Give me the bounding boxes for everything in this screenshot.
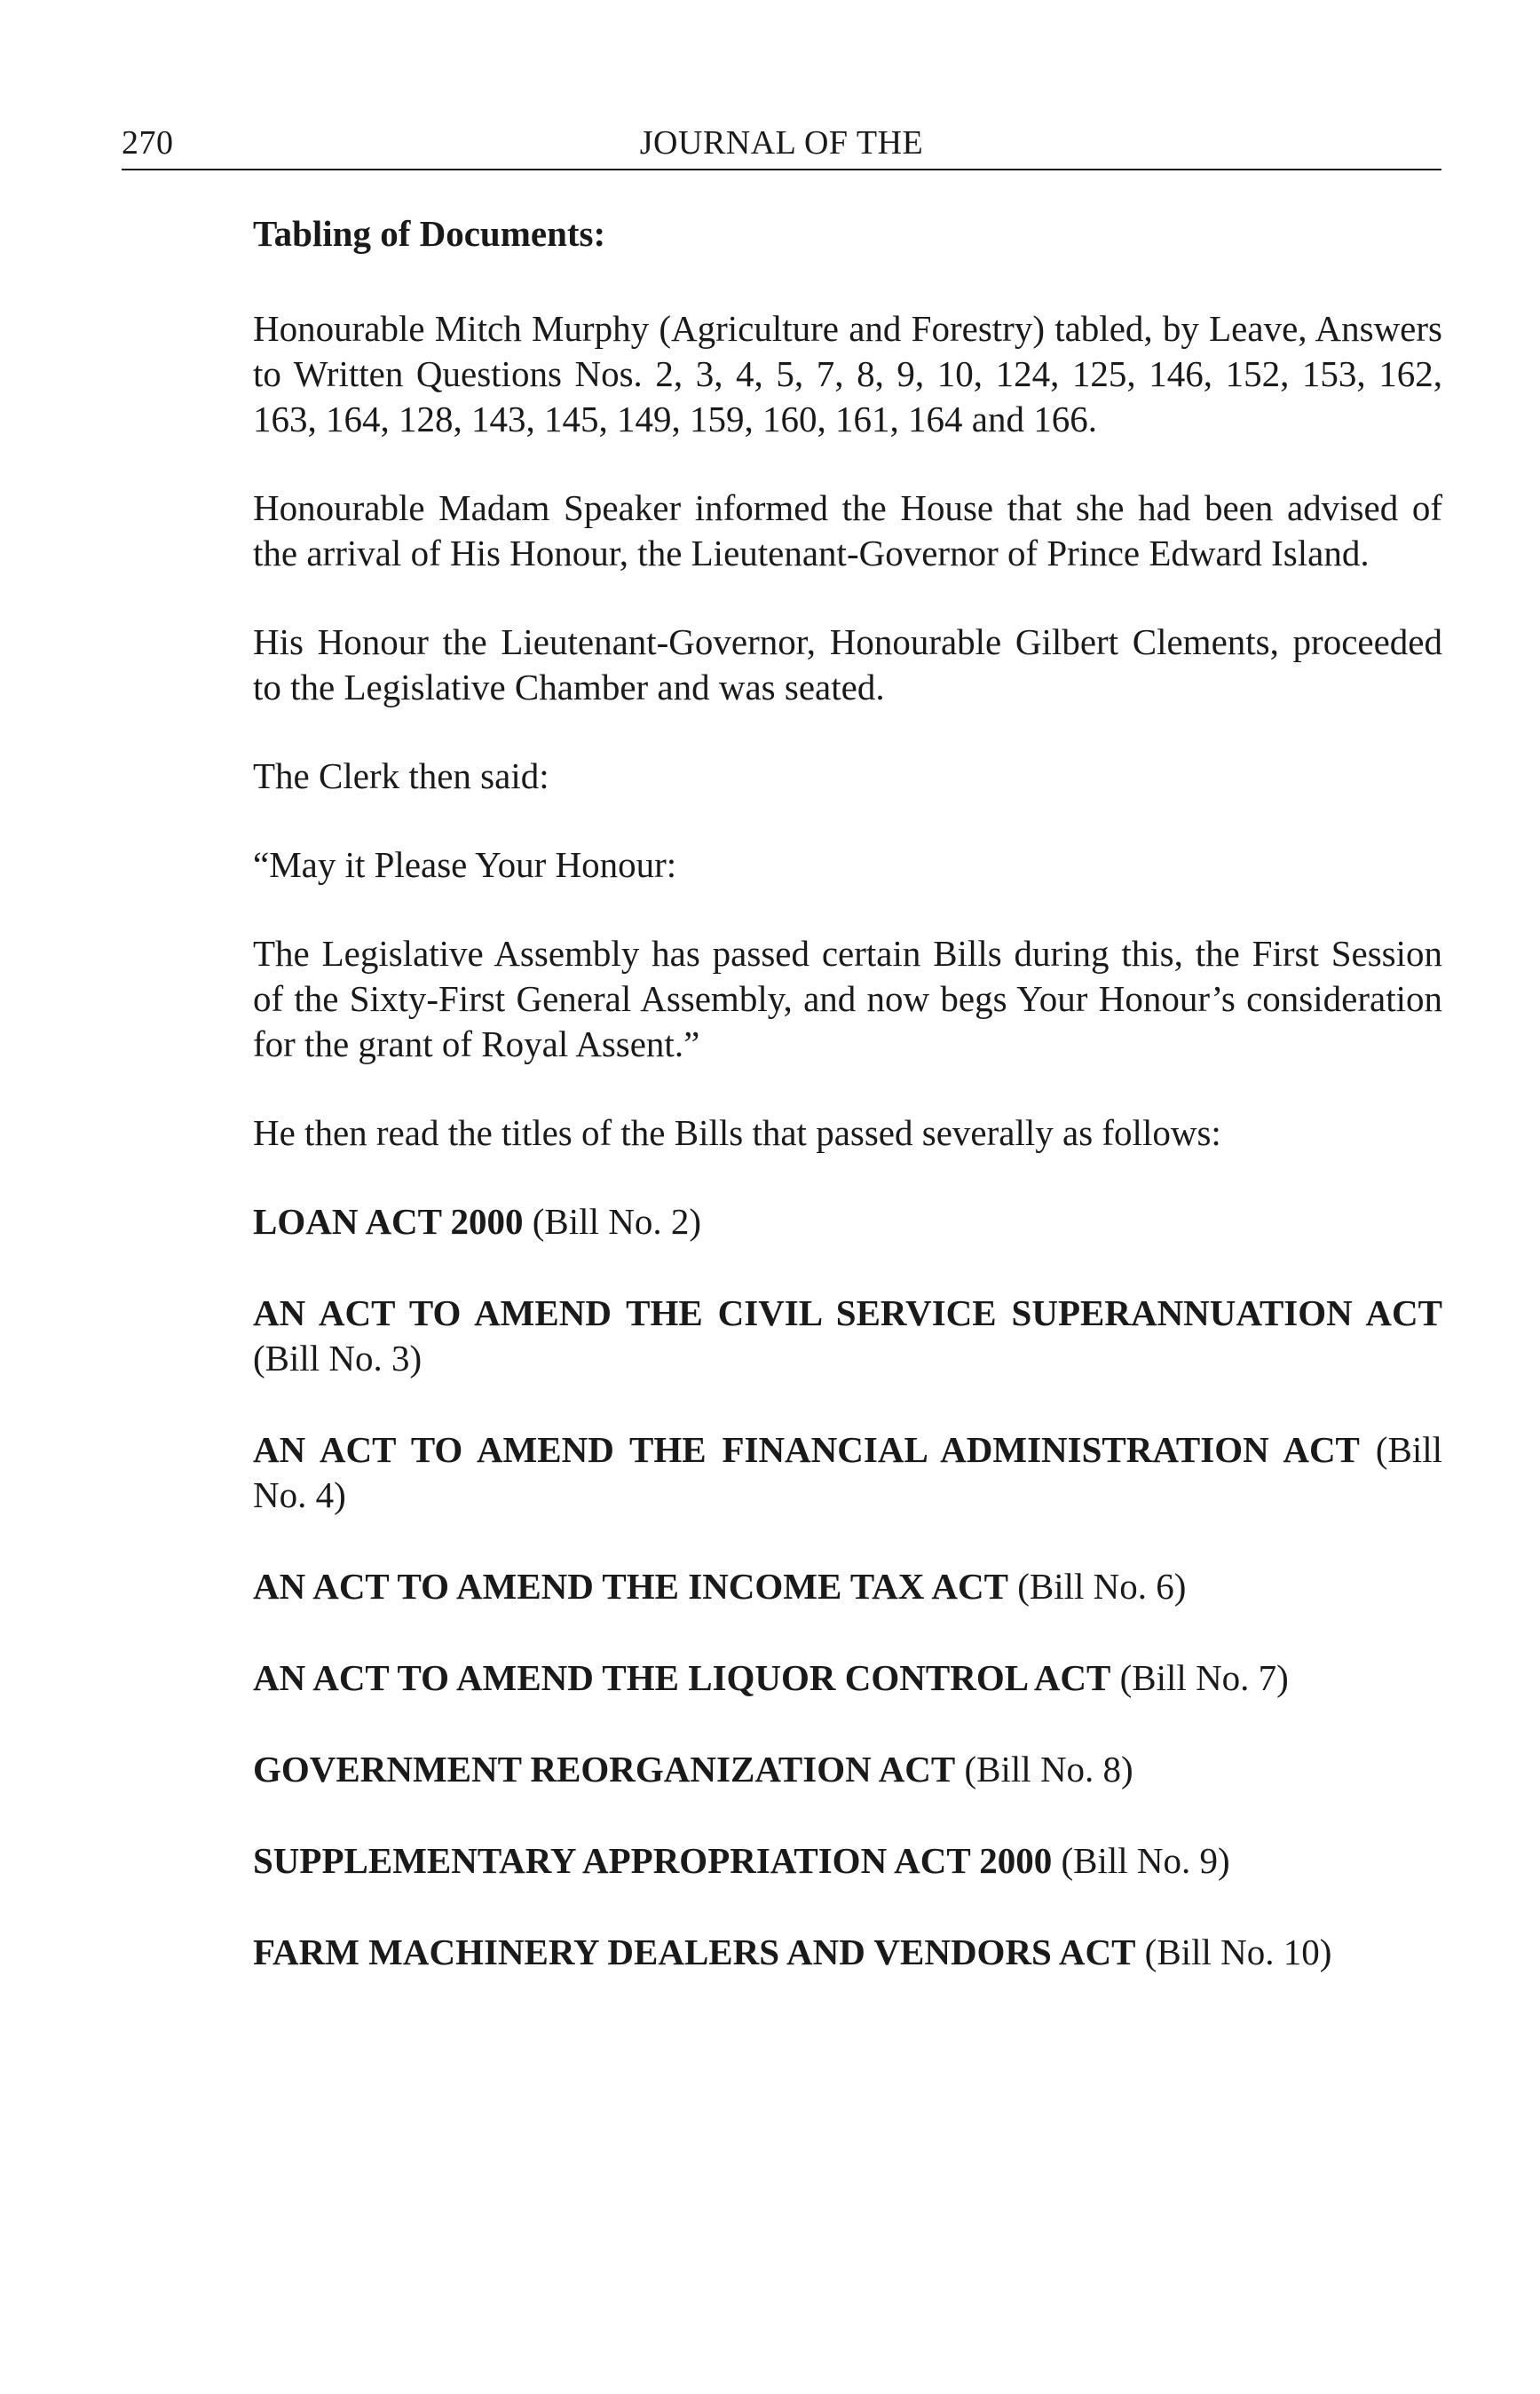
bill-number: (Bill No. 4) bbox=[253, 1429, 1442, 1515]
bill-title: AN ACT TO AMEND THE FINANCIAL ADMINISTRATION ACT bbox=[253, 1429, 1360, 1470]
bill-item bbox=[253, 1291, 1442, 1381]
bill-item bbox=[253, 1747, 1442, 1792]
bill-title: AN ACT TO AMEND THE INCOME TAX ACT bbox=[253, 1566, 1008, 1607]
bill-number: (Bill No. 9) bbox=[1061, 1840, 1230, 1881]
section-heading: Tabling of Documents: bbox=[253, 213, 606, 254]
assembly-paragraph: The Legislative Assembly has passed certain Bills during this, the First Session of the Sixty-First General Assembly, and now begs Your Honour’s consideration for the grant of Royal Assent.” bbox=[253, 933, 1442, 1064]
bill-item bbox=[253, 1838, 1442, 1884]
bill-title: SUPPLEMENTARY APPROPRIATION ACT 2000 bbox=[253, 1840, 1053, 1881]
bill-title: GOVERNMENT REORGANIZATION ACT bbox=[253, 1749, 956, 1790]
bill-number: (Bill No. 2) bbox=[532, 1201, 701, 1242]
bill-title: AN ACT TO AMEND THE LIQUOR CONTROL ACT bbox=[253, 1657, 1111, 1698]
running-header bbox=[122, 117, 1441, 170]
address-paragraph: “May it Please Your Honour: bbox=[253, 844, 677, 885]
bill-item bbox=[253, 1564, 1442, 1609]
bill-number: (Bill No. 8) bbox=[964, 1749, 1133, 1790]
bills-intro-paragraph: He then read the titles of the Bills that passed severally as follows: bbox=[253, 1112, 1221, 1153]
tabling-paragraph: Honourable Mitch Murphy (Agriculture and Forestry) tabled, by Leave, Answers to Written Questions Nos. 2, 3, 4, 5, 7, 8, 9, 10, 124, 125, 146, 152, 153, 162, 163, 164, 128, 143, 145, 149, 159, 160, 161, 164 and 166. bbox=[253, 308, 1442, 439]
bill-number: (Bill No. 7) bbox=[1119, 1657, 1289, 1698]
page-number: 270 bbox=[122, 124, 174, 162]
bill-number: (Bill No. 10) bbox=[1144, 1932, 1332, 1972]
bill-number: (Bill No. 3) bbox=[253, 1338, 423, 1379]
lieutenant-governor-paragraph: His Honour the Lieutenant-Governor, Honourable Gilbert Clements, proceeded to the Legislative Chamber and was seated. bbox=[253, 621, 1442, 707]
journal-title: JOURNAL OF THE bbox=[639, 124, 924, 162]
bill-item bbox=[253, 1199, 1442, 1244]
bill-item bbox=[253, 1930, 1442, 1975]
bill-title: AN ACT TO AMEND THE CIVIL SERVICE SUPERANNUATION ACT bbox=[253, 1292, 1442, 1333]
clerk-paragraph: The Clerk then said: bbox=[253, 755, 549, 796]
bill-title: FARM MACHINERY DEALERS AND VENDORS ACT bbox=[253, 1932, 1136, 1972]
bill-number: (Bill No. 6) bbox=[1017, 1566, 1187, 1607]
bill-title: LOAN ACT 2000 bbox=[253, 1201, 524, 1242]
page-content bbox=[253, 211, 1442, 2021]
speaker-paragraph: Honourable Madam Speaker informed the House that she had been advised of the arrival of His Honour, the Lieutenant-Governor of Prince Edward Island. bbox=[253, 487, 1442, 573]
bill-item bbox=[253, 1427, 1442, 1518]
bill-item bbox=[253, 1655, 1442, 1701]
